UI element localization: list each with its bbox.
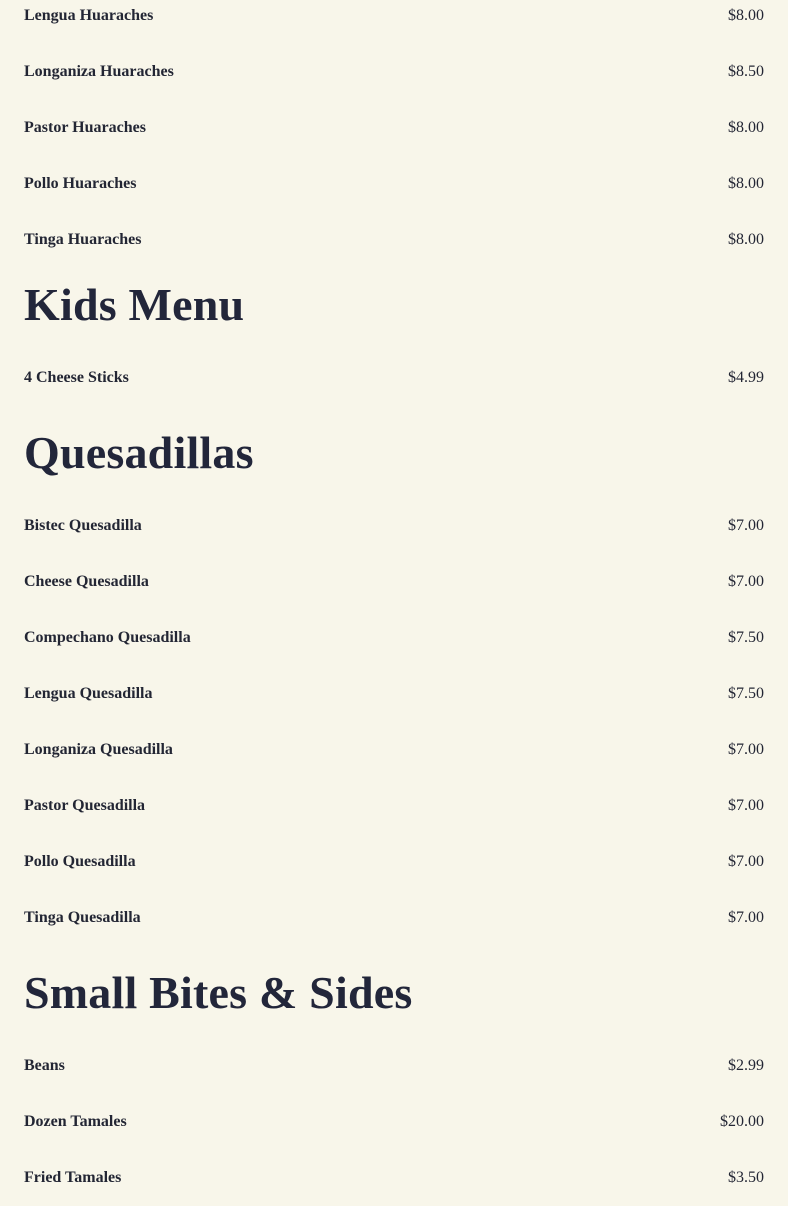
menu-item-name: 4 Cheese Sticks bbox=[24, 369, 129, 387]
menu-content bbox=[24, 0, 764, 1206]
menu-item-price: $3.50 bbox=[728, 1169, 764, 1187]
menu-item-price: $7.00 bbox=[728, 741, 764, 759]
menu-item-pollo-huaraches[interactable] bbox=[24, 156, 764, 212]
menu-item-price: $8.00 bbox=[728, 119, 764, 137]
menu-item-name: Pastor Huaraches bbox=[24, 119, 146, 137]
menu-item-name: Pollo Huaraches bbox=[24, 175, 137, 193]
menu-item-price: $7.00 bbox=[728, 517, 764, 535]
menu-item-dozen-tamales[interactable] bbox=[24, 1094, 764, 1150]
section-title-small-bites-and-sides: Small Bites & Sides bbox=[24, 967, 413, 1018]
menu-item-price: $7.50 bbox=[728, 629, 764, 647]
small-bites-items bbox=[24, 1038, 764, 1206]
menu-item-name: Longaniza Huaraches bbox=[24, 63, 174, 81]
menu-item-price: $7.00 bbox=[728, 797, 764, 815]
menu-item-name: Beans bbox=[24, 1057, 65, 1075]
menu-item-price: $8.00 bbox=[728, 175, 764, 193]
menu-item-price: $8.50 bbox=[728, 63, 764, 81]
menu-item-cheese-quesadilla[interactable] bbox=[24, 554, 764, 610]
menu-item-name: Tinga Huaraches bbox=[24, 231, 142, 249]
menu-item-tinga-quesadilla[interactable] bbox=[24, 890, 764, 946]
menu-item-price: $7.50 bbox=[728, 685, 764, 703]
menu-item-lengua-quesadilla[interactable] bbox=[24, 666, 764, 722]
menu-item-price: $7.00 bbox=[728, 909, 764, 927]
menu-item-lengua-huaraches[interactable] bbox=[24, 0, 764, 44]
menu-item-name: Lengua Quesadilla bbox=[24, 685, 153, 703]
menu-item-price: $7.00 bbox=[728, 573, 764, 591]
quesadillas-items bbox=[24, 498, 764, 946]
menu-item-price: $4.99 bbox=[728, 369, 764, 387]
menu-item-longaniza-quesadilla[interactable] bbox=[24, 722, 764, 778]
huaraches-items bbox=[24, 0, 764, 268]
menu-item-name: Bistec Quesadilla bbox=[24, 517, 142, 535]
menu-item-pollo-quesadilla[interactable] bbox=[24, 834, 764, 890]
menu-item-fried-tamales[interactable] bbox=[24, 1150, 764, 1206]
menu-item-tinga-huaraches[interactable] bbox=[24, 212, 764, 268]
menu-item-name: Dozen Tamales bbox=[24, 1113, 127, 1131]
menu-item-name: Tinga Quesadilla bbox=[24, 909, 141, 927]
menu-item-beans[interactable] bbox=[24, 1038, 764, 1094]
menu-item-name: Lengua Huaraches bbox=[24, 7, 154, 25]
section-title-kids-menu: Kids Menu bbox=[24, 279, 245, 330]
menu-item-price: $2.99 bbox=[728, 1057, 764, 1075]
menu-item-name: Pollo Quesadilla bbox=[24, 853, 136, 871]
menu-item-name: Cheese Quesadilla bbox=[24, 573, 149, 591]
menu-item-name: Pastor Quesadilla bbox=[24, 797, 146, 815]
menu-item-price: $7.00 bbox=[728, 853, 764, 871]
menu-item-name: Fried Tamales bbox=[24, 1169, 122, 1187]
section-title-quesadillas: Quesadillas bbox=[24, 427, 254, 478]
kids-menu-items bbox=[24, 350, 764, 406]
menu-item-price: $20.00 bbox=[720, 1113, 764, 1131]
menu-item-name: Compechano Quesadilla bbox=[24, 629, 191, 647]
menu-item-4-cheese-sticks[interactable] bbox=[24, 350, 764, 406]
menu-item-price: $8.00 bbox=[728, 231, 764, 249]
menu-item-price: $8.00 bbox=[728, 7, 764, 25]
menu-item-compechano-quesadilla[interactable] bbox=[24, 610, 764, 666]
menu-item-bistec-quesadilla[interactable] bbox=[24, 498, 764, 554]
menu-item-pastor-huaraches[interactable] bbox=[24, 100, 764, 156]
menu-item-pastor-quesadilla[interactable] bbox=[24, 778, 764, 834]
menu-item-name: Longaniza Quesadilla bbox=[24, 741, 173, 759]
menu-item-longaniza-huaraches[interactable] bbox=[24, 44, 764, 100]
